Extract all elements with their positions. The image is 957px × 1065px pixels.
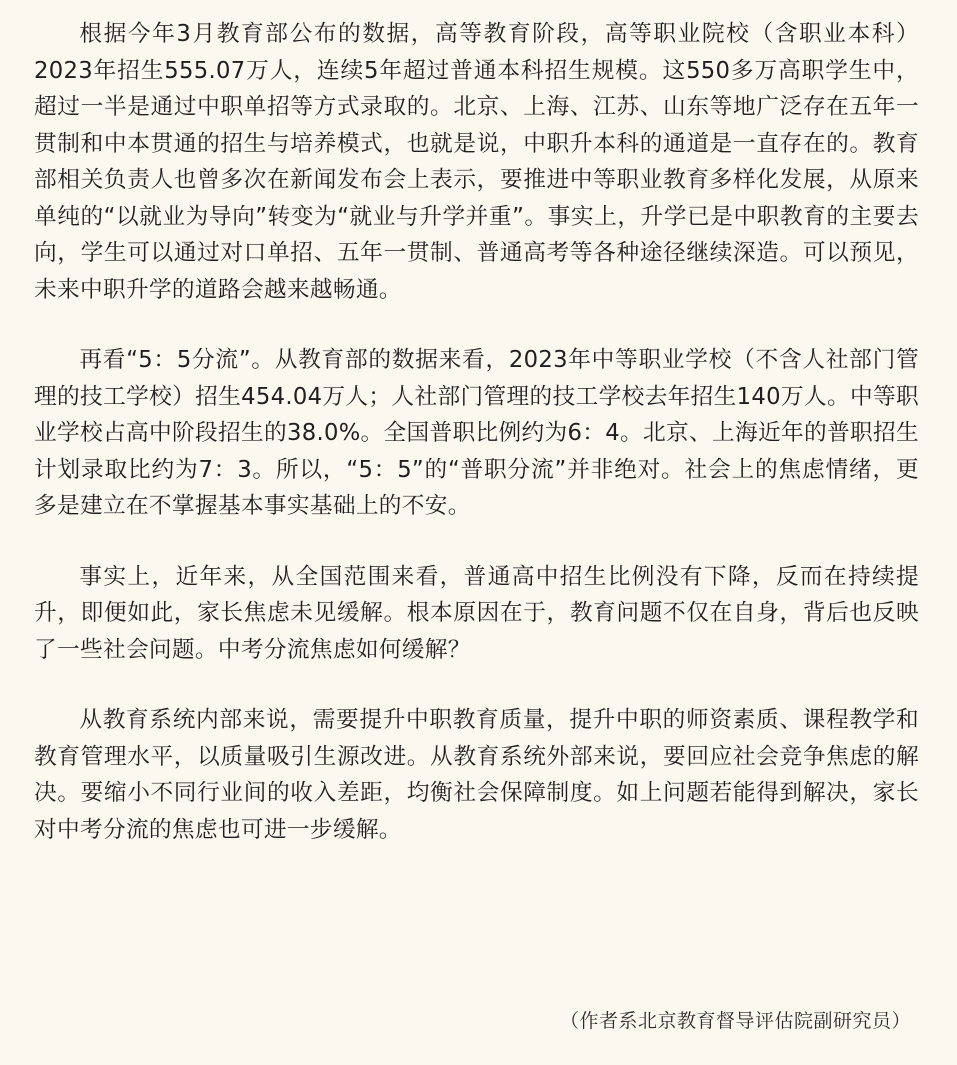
paragraph-4: 从教育系统内部来说，需要提升中职教育质量，提升中职的师资素质、课程教学和教育管理水平，以质量吸引生源改进。从教育系统外部来说，要回应社会竞争焦虑的解决。要缩小不同行业间的收入差距，均衡社会保障制度。如上问题若能得到解决，家长对中考分流的焦虑也可进一步缓解。 xyxy=(34,707,919,843)
paragraph-gap xyxy=(34,308,919,342)
paragraph-3: 事实上，近年来，从全国范围来看，普通高中招生比例没有下降，反而在持续提升，即便如此，家长焦虑未见缓解。根本原因在于，教育问题不仅在自身，背后也反映了一些社会问题。中考分流焦虑如何缓解？ xyxy=(34,563,919,663)
paragraph-2: 再看“5：5分流”。从教育部的数据来看，2023年中等职业学校（不含人社部门管理的技工学校）招生454.04万人；人社部门管理的技工学校去年招生140万人。中等职业学校占高中阶段招生的38.0%。全国普职比例约为6：4。北京、上海近年的普职招生计划录取比约为7：3。所以，“5：5”的“普职分流”并非绝对。社会上的焦虑情绪，更多是建立在不掌握基本事实基础上的不安。 xyxy=(34,347,919,519)
paragraph-gap xyxy=(34,668,919,702)
paragraph-gap xyxy=(34,525,919,559)
paragraph-1: 根据今年3月教育部公布的数据，高等教育阶段，高等职业院校（含职业本科）2023年招生555.07万人，连续5年超过普通本科招生规模。这550多万高职学生中，超过一半是通过中职单招等方式录取的。北京、上海、江苏、山东等地广泛存在五年一贯制和中本贯通的招生与培养模式，也就是说，中职升本科的通道是一直存在的。教育部相关负责人也曾多次在新闻发布会上表示，要推进中等职业教育多样化发展，从原来单纯的“以就业为导向”转变为“就业与升学并重”。事实上，升学已是中职教育的主要去向，学生可以通过对口单招、五年一贯制、普通高考等各种途径继续深造。可以预见，未来中职升学的道路会越来越畅通。 xyxy=(34,21,919,303)
author-byline: （作者系北京教育督导评估院副研究员） xyxy=(559,1010,911,1032)
